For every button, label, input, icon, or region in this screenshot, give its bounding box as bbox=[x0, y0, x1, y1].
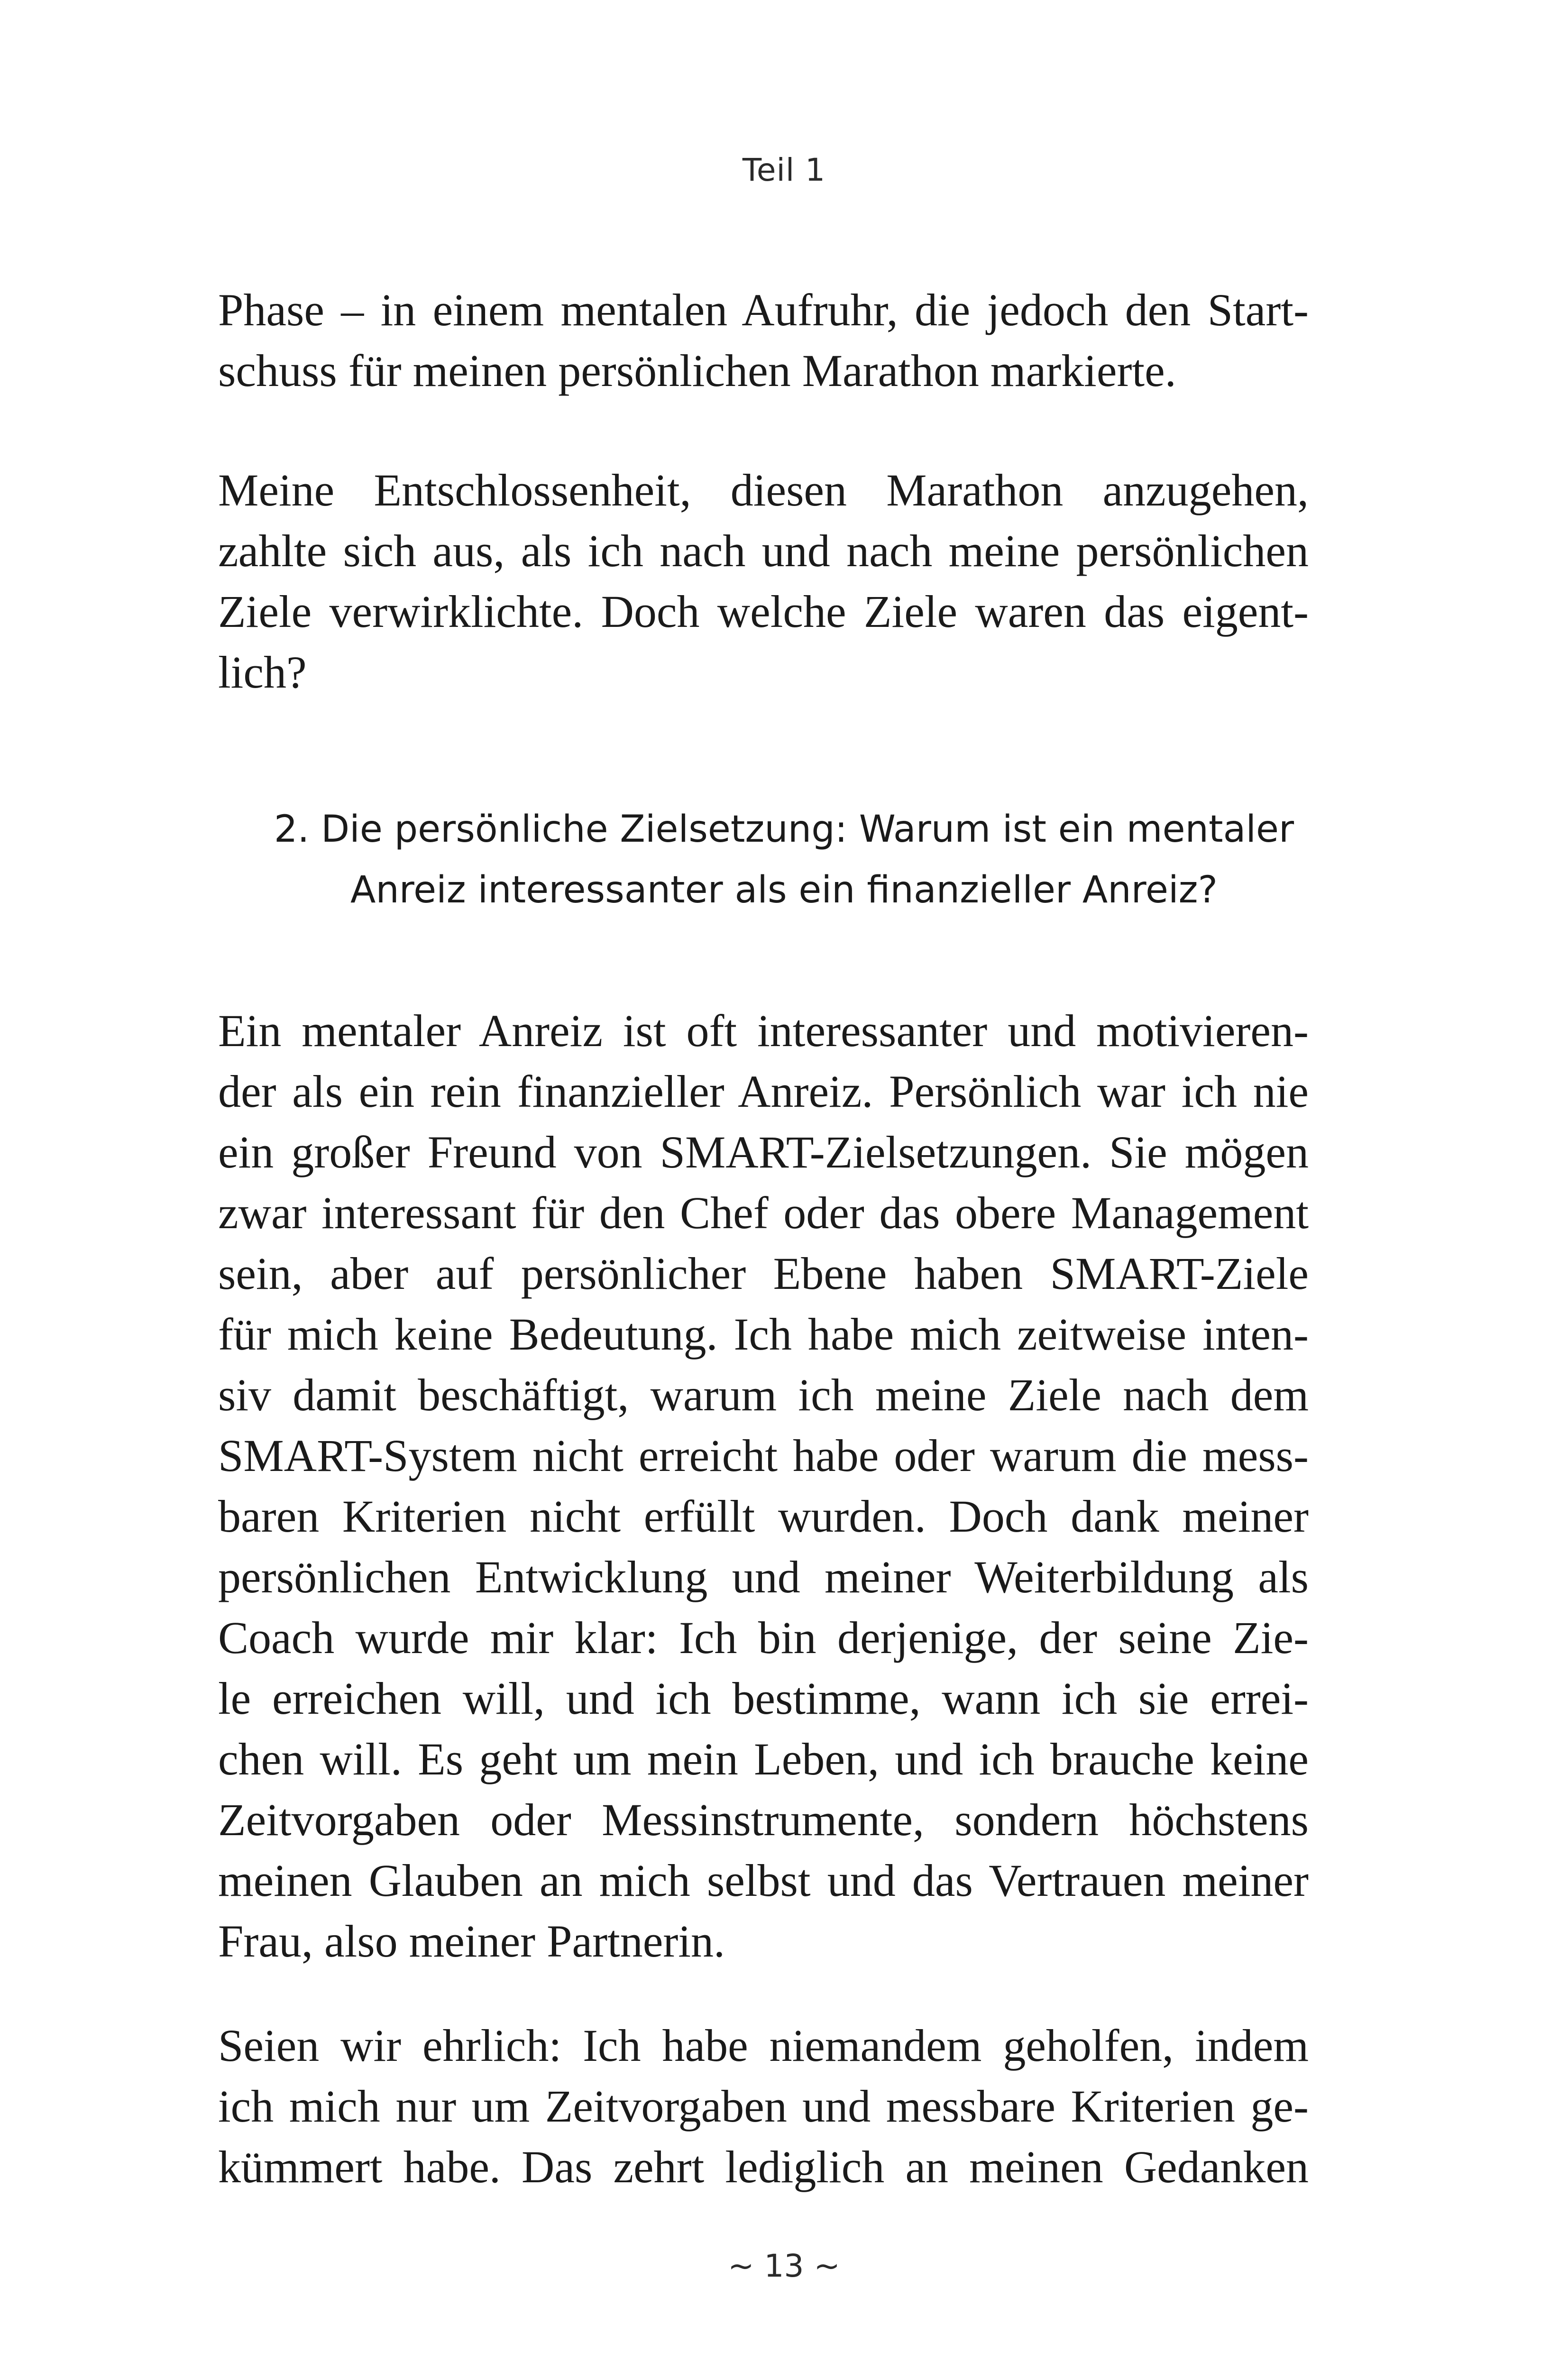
text-line: meinen Glauben an mich selbst und das Vertrauen meiner bbox=[218, 1855, 1309, 1906]
text-line: persönlichen Entwicklung und meiner Weiterbildung als bbox=[218, 1552, 1309, 1602]
text-line: Frau, also meiner Partnerin. bbox=[218, 1916, 725, 1967]
text-line: SMART-System nicht erreicht habe oder warum die mess- bbox=[218, 1430, 1309, 1481]
text-line: Ziele verwirklichte. Doch welche Ziele waren das eigent- bbox=[218, 586, 1309, 637]
text-line: zahlte sich aus, als ich nach und nach meine persönlichen bbox=[218, 525, 1309, 576]
text-line: lich? bbox=[218, 647, 307, 698]
text-line: zwar interessant für den Chef oder das obere Management bbox=[218, 1187, 1309, 1238]
section-heading bbox=[0, 799, 1568, 920]
text-line: baren Kriterien nicht erfüllt wurden. Doch dank meiner bbox=[218, 1491, 1309, 1542]
paragraph bbox=[218, 1001, 1309, 1972]
page-number: ~ 13 ~ bbox=[728, 2248, 840, 2284]
text-line: Seien wir ehrlich: Ich habe niemandem geholfen, indem bbox=[218, 2020, 1309, 2071]
text-line: chen will. Es geht um mein Leben, und ich brauche keine bbox=[218, 1734, 1309, 1784]
section-heading-line: Anreiz interessanter als ein finanzieller Anreiz? bbox=[350, 869, 1218, 911]
text-line: le erreichen will, und ich bestimme, wann ich sie errei- bbox=[218, 1673, 1309, 1724]
text-line: schuss für meinen persönlichen Marathon markierte. bbox=[218, 345, 1176, 396]
paragraph bbox=[218, 460, 1309, 703]
paragraph bbox=[218, 280, 1309, 401]
text-line: ein großer Freund von SMART-Zielsetzungen. Sie mögen bbox=[218, 1127, 1309, 1177]
text-line: für mich keine Bedeutung. Ich habe mich zeitweise inten- bbox=[218, 1309, 1309, 1360]
text-line: sein, aber auf persönlicher Ebene haben SMART-Ziele bbox=[218, 1248, 1309, 1299]
text-line: kümmert habe. Das zehrt lediglich an meinen Gedanken bbox=[218, 2141, 1309, 2192]
text-line: Coach wurde mir klar: Ich bin derjenige, der seine Zie- bbox=[218, 1612, 1309, 1663]
text-line: Zeitvorgaben oder Messinstrumente, sondern höchstens bbox=[218, 1794, 1309, 1845]
running-header: Teil 1 bbox=[742, 152, 826, 188]
section-heading-line: 2. Die persönliche Zielsetzung: Warum ist ein mentaler bbox=[274, 808, 1294, 851]
text-line: ich mich nur um Zeitvorgaben und messbare Kriterien ge- bbox=[218, 2081, 1309, 2132]
text-line: Meine Entschlossenheit, diesen Marathon anzugehen, bbox=[218, 465, 1309, 515]
paragraph bbox=[218, 2015, 1309, 2197]
text-line: Phase – in einem mentalen Aufruhr, die jedoch den Start- bbox=[218, 285, 1309, 335]
text-line: siv damit beschäftigt, warum ich meine Ziele nach dem bbox=[218, 1369, 1309, 1420]
text-line: Ein mentaler Anreiz ist oft interessanter und motivieren- bbox=[218, 1005, 1309, 1056]
text-line: der als ein rein finanzieller Anreiz. Persönlich war ich nie bbox=[218, 1066, 1309, 1117]
